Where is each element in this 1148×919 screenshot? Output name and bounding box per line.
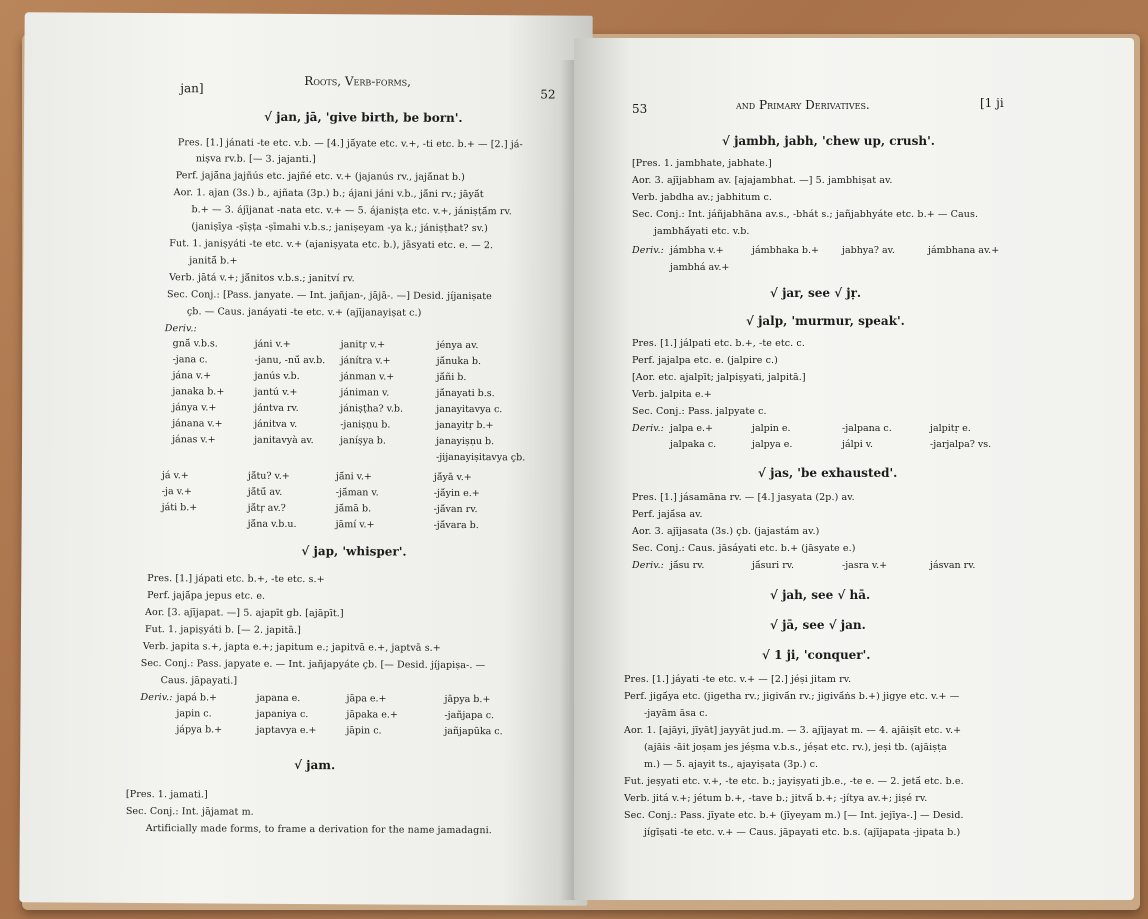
- entry-line: niṣva rv.b. [— 3. jajanti.]: [195, 153, 316, 166]
- root-heading: √ jas, 'be exhausted'.: [758, 466, 898, 480]
- deriv-word: janíṣya b.: [340, 435, 386, 447]
- entry-line: [Aor. etc. ajalpīt; jalpiṣyati, jalpitā.]: [632, 372, 806, 383]
- deriv-word: jámbhaka b.+: [752, 245, 819, 256]
- deriv-word: -jā́man v.: [335, 487, 379, 499]
- entry-line: Perf. jajā́sa av.: [632, 509, 703, 520]
- running-head-right: [1 ji: [980, 96, 1004, 110]
- entry-line: m.) — 5. ajayit ts., ajayiṣata (3p.) c.: [644, 759, 819, 770]
- deriv-label: Deriv.:: [632, 560, 664, 571]
- deriv-word: -jā́van rv.: [433, 503, 478, 516]
- deriv-word: -jijanayiṣitavya çb.: [435, 451, 526, 464]
- entry-line: janitā́ b.+: [189, 255, 238, 267]
- running-head-left: jan]: [180, 81, 204, 96]
- deriv-word: jā́tu? v.+: [247, 470, 290, 482]
- deriv-word: -jasra v.+: [842, 560, 888, 571]
- deriv-word: jáni v.+: [254, 338, 291, 350]
- entry-line: Sec. Conj.: Pass. jalpyate c.: [632, 406, 767, 417]
- root-heading: √ 1 ji, 'conquer'.: [762, 648, 871, 662]
- deriv-word: játi b.+: [161, 502, 198, 514]
- deriv-label: Deriv.:: [632, 423, 664, 434]
- entry-line: Verb. jabdha av.; jabhitum c.: [632, 192, 773, 203]
- deriv-word: já v.+: [161, 470, 189, 482]
- deriv-word: -jañjapa c.: [444, 709, 495, 722]
- deriv-word: jántva rv.: [254, 402, 299, 414]
- entry-line: [Pres. 1. jamati.]: [125, 788, 208, 801]
- deriv-word: jā́ñi b.: [436, 371, 467, 383]
- entry-line: Sec. Conj.: Caus. jāsáyati etc. b.+ (jāsyate e.): [632, 543, 856, 554]
- running-head-title: and Primary Derivatives.: [736, 98, 870, 112]
- entry-line: Verb. jātá v.+; jā́nitos v.b.s.; janitví rv.: [169, 272, 355, 285]
- deriv-word: -jana c.: [172, 354, 208, 366]
- deriv-word: jā́su rv.: [670, 560, 705, 571]
- deriv-word: jányа v.+: [172, 402, 217, 414]
- deriv-word: japin c.: [176, 708, 212, 720]
- deriv-word: jā́yā v.+: [433, 471, 472, 484]
- entry-line: Sec. Conj.: Pass. jīyate etc. b.+ (jīyeyam m.) [— Int. jejīya-.] — Desid.: [624, 810, 964, 821]
- deriv-word: japtavya e.+: [256, 724, 317, 737]
- entry-line: (janiṣīya -ṣīṣṭa -ṣīmahi v.b.s.; janiṣeyam -ya k.; jániṣṭhat? sv.): [191, 221, 489, 235]
- entry-line: Sec. Conj.: Int. jājamat m.: [125, 805, 254, 818]
- entry-line: Verb. jalpita e.+: [632, 389, 712, 400]
- entry-line: Aor. 3. ajījasata (3s.) çb. (jajastám av.): [632, 526, 820, 537]
- entry-line: jígīṣati -te etc. v.+ — Caus. jāpayati etc. b.s. (ajījapata -jipata b.): [644, 827, 961, 838]
- deriv-word: janayitṛ b.+: [436, 419, 494, 432]
- entry-line: Fut. 1. janiṣyáti -te etc. v.+ (ajaniṣyata etc. b.), jāsyati etc. e. — 2.: [169, 238, 494, 252]
- deriv-word: jā́tū́ av.: [247, 486, 283, 498]
- deriv-label: Deriv.:: [164, 323, 197, 335]
- running-head-title: Roots, Verb-forms,: [304, 73, 412, 89]
- entry-line: -jayām āsa c.: [644, 708, 708, 719]
- entry-line: Fut. jeṣyati etc. v.+, -te etc. b.; jayiṣyati jb.e., -te e. — 2. jetā́ etc. b.e.: [624, 776, 964, 787]
- deriv-word: jámbha v.+: [670, 245, 724, 256]
- page-number: 53: [632, 102, 648, 116]
- entry-line: Perf. jajā́na jajñús etc. jajñé etc. v.+ (jajanús rv., jajā́nat b.): [175, 170, 466, 183]
- deriv-word: jā́nuka b.: [436, 355, 482, 368]
- deriv-word: -jarjalpa? vs.: [930, 439, 992, 450]
- entry-line: Perf. jigā́ya etc. (jigetha rv.; jigivā́n rv.; jigivā́ṅs b.+) jigye etc. v.+ —: [624, 691, 960, 702]
- root-heading: √ jam.: [294, 757, 336, 773]
- entry-line: Verb. japita s.+, japta e.+; japitum e.; japitvā e.+, japtvā s.+: [142, 641, 441, 654]
- root-heading: √ jan, jā, 'give birth, be born'.: [264, 109, 463, 125]
- deriv-label: Deriv.:: [632, 245, 664, 256]
- root-heading: √ jar, see √ jṛ.: [770, 286, 862, 300]
- deriv-word: -janiṣṇu b.: [340, 419, 391, 431]
- entry-line: b.+ — 3. ájījanat -nata etc. v.+ — 5. ájaniṣṭa etc. v.+, jániṣṭā́m rv.: [191, 204, 512, 218]
- entry-line: Fut. 1. japiṣyáti b. [— 2. japitā.]: [144, 624, 302, 636]
- entry-line: jambhā́yati etc. v.b.: [654, 226, 750, 237]
- deriv-word: jāpa e.+: [346, 693, 387, 705]
- entry-line: Pres. [1.] jáyati -te etc. v.+ — [2.] jéṣi jitam rv.: [624, 674, 852, 685]
- deriv-word: -janu, -nū́ av.b.: [254, 354, 326, 367]
- deriv-word: jañjapūka c.: [444, 725, 503, 738]
- deriv-word: japana e.: [256, 692, 301, 704]
- deriv-word: jálpi v.: [842, 439, 874, 450]
- deriv-word: jā́mā b.: [335, 503, 372, 515]
- right-page: [574, 38, 1134, 900]
- entry-line: Perf. jajā́pa jepus etc. e.: [147, 590, 266, 602]
- deriv-word: jánas v.+: [172, 434, 216, 446]
- deriv-word: janitṛ v.+: [340, 339, 386, 351]
- entry-line: Pres. [1.] jápati etc. b.+, -te etc. s.+: [147, 573, 325, 586]
- deriv-word: janayiṣṇu b.: [436, 435, 495, 448]
- deriv-word: janayitavya c.: [436, 403, 503, 416]
- deriv-word: jényа av.: [436, 339, 479, 352]
- root-heading: √ jalp, 'murmur, speak'.: [746, 314, 905, 328]
- deriv-word: jalpitṛ e.: [930, 423, 971, 434]
- deriv-word: jabhya? av.: [842, 245, 895, 256]
- deriv-word: -jā́vara b.: [433, 519, 479, 532]
- deriv-word: jána v.+: [172, 370, 212, 382]
- deriv-word: jámbhana av.+: [928, 245, 1000, 256]
- deriv-word: -ja v.+: [161, 486, 192, 498]
- deriv-word: jánítra v.+: [340, 355, 391, 367]
- deriv-word: janitavyà av.: [254, 434, 314, 447]
- deriv-word: jā́tṛ av.?: [247, 502, 286, 514]
- entry-line: Aor. 3. ajījabham av. [ajajambhat. —] 5. jambhiṣat av.: [632, 175, 893, 186]
- deriv-word: jāpin c.: [346, 725, 382, 737]
- deriv-word: jánitva v.: [254, 418, 298, 430]
- left-page: [19, 12, 592, 905]
- deriv-word: jambhá av.+: [670, 262, 730, 273]
- deriv-word: jā́suri rv.: [752, 560, 795, 571]
- entry-line: Aor. 1. ajan (3s.) b., ajñata (3p.) b.; ájani jáni v.b., jā́ni rv.; jāyā́t: [173, 187, 484, 201]
- deriv-word: janús v.b.: [254, 370, 300, 382]
- entry-line: Sec. Conj.: [Pass. janyate. — Int. jañjan-, jājā-. —] Desid. jíjaniṣate: [166, 289, 492, 303]
- deriv-word: gnā́ v.b.s.: [172, 338, 218, 350]
- deriv-word: janaka b.+: [172, 386, 225, 398]
- deriv-word: jalpya e.: [752, 439, 793, 450]
- deriv-word: jāpya b.+: [444, 693, 491, 706]
- entry-line: Aor. 1. [ajāyi, jīyāt] jayyāt jud.m. — 3. ajījayat m. — 4. ajāiṣīt etc. v.+: [624, 725, 962, 736]
- deriv-word: jánman v.+: [340, 371, 395, 383]
- deriv-word: -jā́yin e.+: [433, 487, 480, 500]
- deriv-word: jalpaka c.: [670, 439, 717, 450]
- entry-line: Caus. jāpayati.]: [160, 675, 238, 687]
- entry-line: [Pres. 1. jambhate, jabhate.]: [632, 158, 772, 169]
- deriv-label: Deriv.:: [140, 691, 173, 704]
- deriv-word: jániṣṭha? v.b.: [340, 403, 404, 415]
- deriv-word: jániman v.: [340, 387, 390, 399]
- root-heading: √ jah, see √ hā.: [770, 588, 871, 602]
- entry-line: (ajāis -āit joṣam jes jéṣma v.b.s., jéṣat etc. rv.), jeṣi tb. (ajāiṣṭa: [644, 742, 947, 753]
- deriv-word: jalpin e.: [752, 423, 791, 434]
- deriv-word: jā́ni v.+: [335, 471, 372, 483]
- entry-line: Perf. jajalpa etc. e. (jalpire c.): [632, 355, 778, 366]
- entry-line: Verb. jitá v.+; jétum b.+, -tave b.; jitvā́ b.+; -jítya av.+; jiṣé rv.: [624, 793, 928, 804]
- entry-line: Pres. [1.] jálpati etc. b.+, -te etc. c.: [632, 338, 805, 349]
- deriv-word: jápya b.+: [176, 724, 223, 736]
- deriv-word: jā́nayati b.s.: [436, 387, 495, 400]
- root-heading: √ jambh, jabh, 'chew up, crush'.: [722, 134, 935, 148]
- entry-line: Sec. Conj.: Int. jáñjabhāna av.s., -bhát s.; jañjabhyáte etc. b.+ — Caus.: [632, 209, 979, 220]
- deriv-word: jantú v.+: [254, 386, 298, 398]
- entry-line: Sec. Conj.: Pass. japyate e. — Int. jañjapyáte çb. [— Desid. jíjapiṣa-. —: [140, 657, 486, 672]
- deriv-word: jā́na v.b.u.: [247, 518, 297, 530]
- deriv-word: japá b.+: [176, 692, 218, 704]
- entry-line: Artificially made forms, to frame a derivation for the name jamadagni.: [145, 823, 492, 837]
- deriv-word: jāpaka e.+: [346, 709, 398, 721]
- root-heading: √ jā, see √ jan.: [770, 618, 866, 632]
- deriv-word: jánana v.+: [172, 418, 223, 430]
- page-number: 52: [540, 87, 556, 102]
- entry-line: çb. — Caus. janáyati -te etc. v.+ (ajījanayiṣat c.): [186, 306, 422, 319]
- root-heading: √ jap, 'whisper'.: [301, 543, 407, 559]
- entry-line: Pres. [1.] jásamāna rv. — [4.] jasyata (2p.) av.: [632, 492, 855, 503]
- deriv-word: jāmí v.+: [335, 519, 375, 531]
- entry-line: Pres. [1.] jánati -te etc. v.b. — [4.] jā́yate etc. v.+, -ti etc. b.+ — [2.] já-: [177, 137, 523, 151]
- entry-line: Aor. [3. ajījapat. —] 5. ajapīt gb. [ajāpīt.]: [145, 607, 344, 620]
- deriv-word: -jalpana c.: [842, 423, 892, 434]
- deriv-word: jásvan rv.: [930, 560, 976, 571]
- deriv-word: japaniya c.: [256, 708, 309, 721]
- deriv-word: jalpa e.+: [670, 423, 714, 434]
